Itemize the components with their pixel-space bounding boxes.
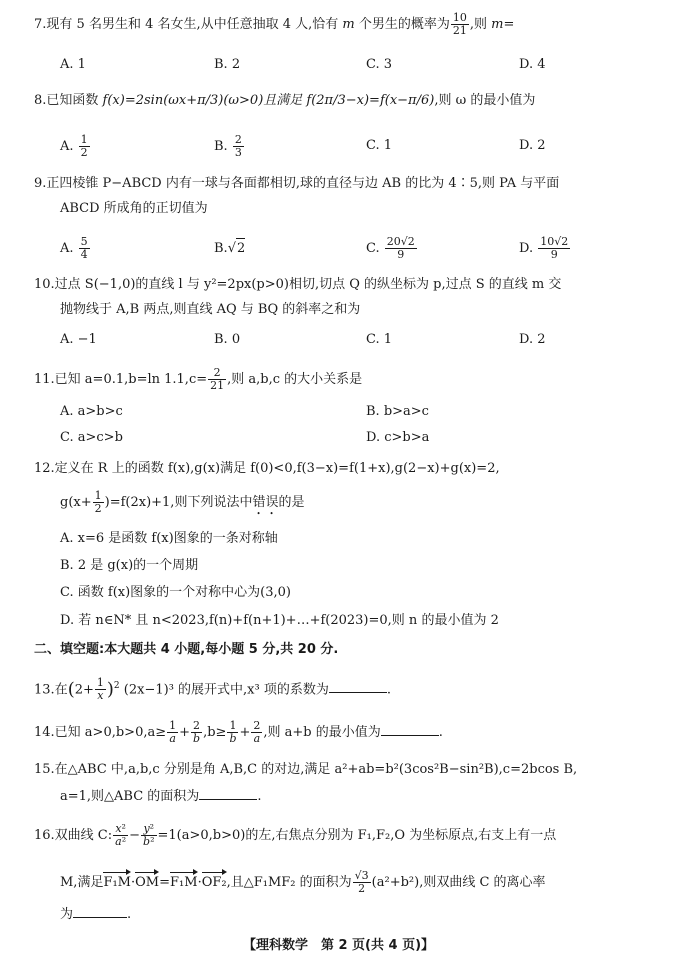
- q7-option-d: D. 4: [519, 57, 546, 72]
- question-7: 7.现有 5 名男生和 4 名女生,从中任意抽取 4 人,恰有 m 个男生的概率为 $\frac{10}{21}$ ,则 m=: [34, 11, 515, 37]
- question-13: 13.在(2+ $\frac{1}{x}$ )$^2$ (2x−1)³ 的展开式中,x³ 项的系数为 .: [34, 676, 391, 703]
- question-16-line-2: M,满足F₁M·OM=F₁M·OF₂,且△F₁MF₂ 的面积为 $\frac{√3}{2}$ (a²+b²),则双曲线 C 的离心率: [60, 869, 546, 895]
- q12-option-d: D. 若 n∈N* 且 n<2023,f(n)+f(n+1)+…+f(2023)=0,则 n 的最小值为 2: [60, 613, 499, 628]
- q7-option-c: C. 3: [366, 57, 393, 72]
- question-8: 8.已知函数 f(x)=2sin(ωx+π/3)(ω>0)且满足 f(2π/3−x)=f(x−π/6),则 ω 的最小值为: [34, 93, 536, 108]
- question-16-line-1: 16.双曲线 C: $\frac{\text{x²}}{\text{a²}}$ − $\frac{\text{y²}}{\text{b²}}$ =1(a>0,b>0)的左,右焦点分别为 F₁,F₂,O 为坐标原点,右支上有一点: [34, 822, 557, 848]
- q8-expression: f(x)=2sin(ωx+π/3)(ω>0)且满足 f(2π/3−x)=f(x−π/6): [102, 93, 435, 108]
- q10-option-c: C. 1: [366, 332, 393, 347]
- q11-option-c: C. a>c>b: [60, 430, 123, 445]
- answer-blank: [381, 735, 439, 736]
- q8-option-a: A. $\frac{1}{2}$: [60, 133, 88, 159]
- q8-option-c: C. 1: [366, 138, 393, 153]
- question-9-line-1: 9.正四棱锥 P−ABCD 内有一球与各面都相切,球的直径与边 AB 的比为 4∶5,则 PA 与平面: [34, 176, 560, 191]
- question-9-line-2: ABCD 所成角的正切值为: [60, 201, 208, 216]
- q10-option-b: B. 0: [214, 332, 241, 347]
- q7-option-b: B. 2: [214, 57, 241, 72]
- question-15-line-2: a=1,则△ABC 的面积为 .: [60, 789, 262, 804]
- q11-option-b: B. b>a>c: [366, 404, 429, 419]
- q8-option-d: D. 2: [519, 138, 546, 153]
- q9-option-a: A. $\frac{5}{4}$: [60, 235, 88, 261]
- question-12-line-1: 12.定义在 R 上的函数 f(x),g(x)满足 f(0)<0,f(3−x)=f(1+x),g(2−x)+g(x)=2,: [34, 461, 500, 476]
- question-16-line-3: 为 .: [60, 907, 132, 922]
- q12-option-b: B. 2 是 g(x)的一个周期: [60, 558, 199, 573]
- section-heading-fill-in: 二、填空题:本大题共 4 小题,每小题 5 分,共 20 分.: [34, 642, 339, 657]
- question-15-line-1: 15.在△ABC 中,a,b,c 分别是角 A,B,C 的对边,满足 a²+ab=b²(3cos²B−sin²B),c=2bcos B,: [34, 762, 578, 777]
- answer-blank: [329, 692, 387, 693]
- q8-option-b: B. $\frac{2}{3}$: [214, 133, 242, 159]
- question-12-line-2: g(x+ $\frac{1}{2}$ )=f(2x)+1,则下列说法中错误的是: [60, 489, 305, 515]
- q9-option-b: B.√2: [214, 238, 245, 259]
- q11-option-a: A. a>b>c: [60, 404, 123, 419]
- q7-option-a: A. 1: [60, 57, 86, 72]
- question-10-line-2: 抛物线于 A,B 两点,则直线 AQ 与 BQ 的斜率之和为: [60, 302, 361, 317]
- question-10-line-1: 10.过点 S(−1,0)的直线 l 与 y²=2px(p>0)相切,切点 Q 的纵坐标为 p,过点 S 的直线 m 交: [34, 277, 562, 292]
- q11-option-d: D. c>b>a: [366, 430, 430, 445]
- answer-blank: [199, 799, 257, 800]
- answer-blank: [73, 917, 127, 918]
- q10-option-a: A. −1: [60, 332, 97, 347]
- emphasis-text: 错误: [252, 495, 279, 510]
- q12-option-a: A. x=6 是函数 f(x)图象的一条对称轴: [60, 531, 278, 546]
- q9-option-d: D. $\frac{10√2}{9}$: [519, 235, 569, 261]
- page-footer: 【理科数学 第 2 页(共 4 页)】: [242, 938, 435, 953]
- q10-option-d: D. 2: [519, 332, 546, 347]
- fraction: $\frac{10}{21}$: [452, 11, 467, 37]
- q9-option-c: C. $\frac{20√2}{9}$: [366, 235, 415, 261]
- question-14: 14.已知 a>0,b>0,a≥ $\frac{1}{a}$ + $\frac{2}{b}$ ,b≥ $\frac{1}{b}$ + $\frac{2}{a}$ ,则 a+b 的最小值为 .: [34, 719, 443, 745]
- question-11: 11.已知 a=0.1,b=ln 1.1,c= $\frac{2}{21}$ ,则 a,b,c 的大小关系是: [34, 366, 363, 392]
- q12-option-c: C. 函数 f(x)图象的一个对称中心为(3,0): [60, 585, 291, 600]
